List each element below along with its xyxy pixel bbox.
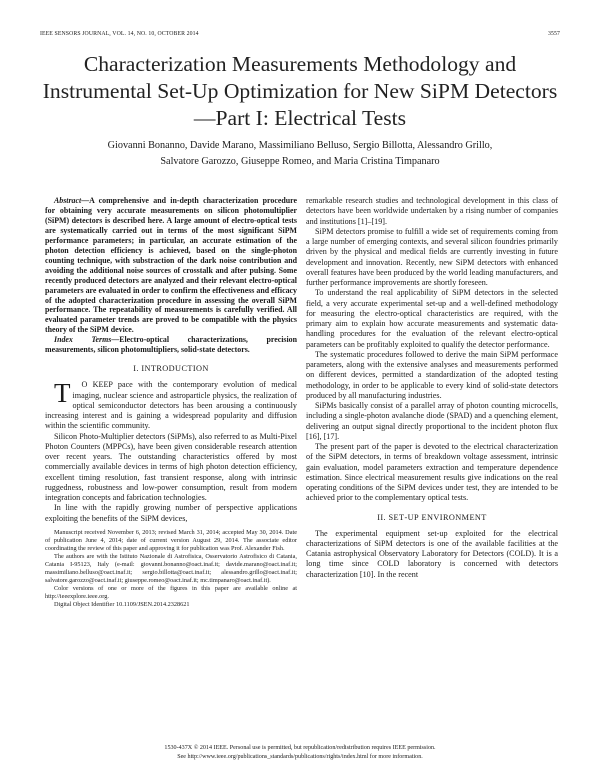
right-paragraph-6: The present part of the paper is devoted to the electrical characterization of the SiPM detectors, in terms of breakdown voltage assessment, intrinsic gain evaluation, model parameters extraction and temperature dependence estimation. Since electrical measurement results give indications on the real operating conditions of the SiPM devices under test, they are intended to be achieved prior to the complementary optical tests. [306,442,558,503]
section-2-separator: - [404,512,408,522]
section-1-initial: I [141,364,145,374]
right-column [306,196,558,580]
footnote-received: Manuscript received November 6, 2013; revised March 31, 2014; accepted May 30, 2014. Date of publication June 4, 2014; date of current version August 29, 2014. The associate editor coordinating the review of this paper and approving it for publication was Prof. Alexander Fish. [45,528,297,552]
section-1-numeral: I. [133,364,139,374]
index-terms [45,335,297,355]
footnote-color: Color versions of one or more of the figures in this paper are available online at http://ieeexplore.ieee.org. [45,584,297,600]
footnote-doi: Digital Object Identifier 10.1109/JSEN.2014.2328621 [54,600,190,608]
copyright-note [40,744,560,761]
intro-paragraph-2: Silicon Photo-Multiplier detectors (SiPMs), also referred to as Multi-Pixel Photon Counters (MPPCs), have been given considerable research attention over recent years. The outstanding characteristics offered by most commercially available devices in terms of high photon detection efficiency, excellent timing resolution, fast transient response, along with intrinsic ruggedness, robustness and low-power consumption, result from modern integration concepts and fabrication technologies. [45,431,297,502]
right-paragraph-5: SiPMs basically consist of a parallel array of photon counting microcells, including a single-photon avalanche diode (SPAD) and a quenching element, delivering an output signal directly proportional to the incident photon flux [16], [17]. [306,401,558,441]
section-2-initial-1: S [388,512,394,522]
authors-line-2: Salvatore Garozzo, Giuseppe Romeo, and Maria Cristina Timpanaro [160,156,440,167]
right-paragraph-7: The experimental equipment set-up exploited for the electrical characterizations of SiPM detectors is one of the available facilities at the Catania astrophysical Observatory Laboratory for Detectors (COLD). It is a long time since COLD laboratory is concerned with detectors characterization [10]. In the recent [306,528,558,579]
right-paragraph-2: SiPM detectors promise to fulfill a wide set of requirements coming from a large number of emerging contexts, and several silicon foundries primarily driven by the physical and medical fields are currently investing in future development and innovation. Recently, new SiPM detectors with enhanced overall features have been produced by the world leading manufacturers, and further performance improvements are shortly foreseen. [306,226,558,287]
index-terms-text: —Electro-optical characterizations, precision measurements, silicon photomultipliers, solid-state detectors. [45,335,298,355]
left-column [45,196,297,609]
index-terms-label: Index Terms [54,335,112,345]
page-number: 3557 [548,31,560,37]
section-2-initial-3: E [421,512,427,522]
drop-cap: T [54,378,71,409]
copyright-line-1: 1530-437X © 2014 IEEE. Personal use is permitted, but republication/redistribution requires IEEE permission. [164,745,436,751]
section-2-numeral: II. [377,512,387,522]
intro-paragraph-3: In line with the rapidly growing number of perspective applications exploiting the benefits of the SiPM devices, [45,503,297,523]
section-2-rest-1: ET [393,512,405,522]
section-2-rest-2: P [414,512,420,522]
abstract [45,196,297,335]
right-paragraph-1: remarkable research studies and technological development in this class of detectors have been worldwide undertaken by a rising number of companies and institutions [1]–[19]. [306,196,558,226]
paper-title: Characterization Measurements Methodology and Instrumental Set-Up Optimization for New SiPM Detectors—Part I: Electrical Tests [42,52,558,130]
journal-name: IEEE SENSORS JOURNAL, VOL. 14, NO. 10, OCTOBER 2014 [40,31,199,37]
running-head [40,31,560,37]
intro-lead-words: O KEEP [81,380,113,390]
footnotes [45,529,297,609]
abstract-label: Abstract [54,196,82,205]
section-1-rest: NTRODUCTION [144,364,209,374]
intro-paragraph-1 [45,380,297,431]
section-heading-setup-environment [306,513,558,523]
author-list [60,138,540,170]
right-paragraph-4: The systematic procedures followed to derive the main SiPM performace parameters, along with the extensive analyses and measurements performed on different devices, permitted a standardization of the adopted testing methodology, in order to be applicable to every kind of solid-state detectors produced by all manufacturing industries. [306,349,558,400]
section-heading-introduction [45,364,297,374]
authors-line-1: Giovanni Bonanno, Davide Marano, Massimiliano Belluso, Sergio Billotta, Alessandro Grillo, [107,140,493,151]
section-2-rest-3: NVIRONMENT [427,512,487,522]
footnote-affiliation: The authors are with the Istituto Nazionale di Astrofisica, Osservatorio Astrofisico di Catania, Catania I-95123, Italy (e-mail: giovanni.bonanno@oact.inaf.it; davide.marano@oact.inaf.it; massimiliano.belluso@oact.inaf.it; sergio.billotta@oact.inaf.it; alessandro.grillo@oact.inaf.it; salvatore.garozzo@oact.inaf.it; giuseppe.romeo@oact.inaf.it; mc.timpanaro@oact.inaf.it). [45,552,297,584]
section-2-initial-2: U [407,512,415,522]
abstract-text: —A comprehensive and in-depth characterization procedure for obtaining very accurate measurements on silicon photomultiplier (SiPM) detectors is described here. A large amount of electro-optical tests are systematically carried out in terms of the most significant SiPM performance parameters; in particular, an accurate estimation of the photon detection efficiency is achieved, based on the single-photon counting technique, with substraction of the dark noise contribution and avoiding the additional noise sources of crosstalk and after pulsing. Some recently produced detectors are analyzed and their relevant electro-optical parameters are evaluated in order to confirm the effectiveness and efficacy of the adopted characterization procedure in assessing the overall SiPM performance. The repeatability of measurements is carefully verified. All evaluated parameter trends are proved to be compatible with the physics theory of the SiPM device. [45,196,297,335]
right-paragraph-3: To understand the real applicability of SiPM detectors in the selected field, a very accurate experimental set-up and a well-defined methodology for measuring the electro-optical characteristics are required, with the primary aim to explain how accurate measurements and systematic data-handling procedures for the evaluation of the relevant electro-optical parameters can be profitably exploited to qualify the detector performance. [306,288,558,349]
intro-paragraph-1-text: pace with the contemporary evolution of medical imaging, nuclear science and astroparticle physics, the realization of optical semiconductor detectors has been arousing a continuously increasing interest and is gaining a widespread popularity and diffusion within the scientific community. [45,380,297,431]
copyright-line-2: See http://www.ieee.org/publications_standards/publications/rights/index.html for more information. [177,753,423,760]
